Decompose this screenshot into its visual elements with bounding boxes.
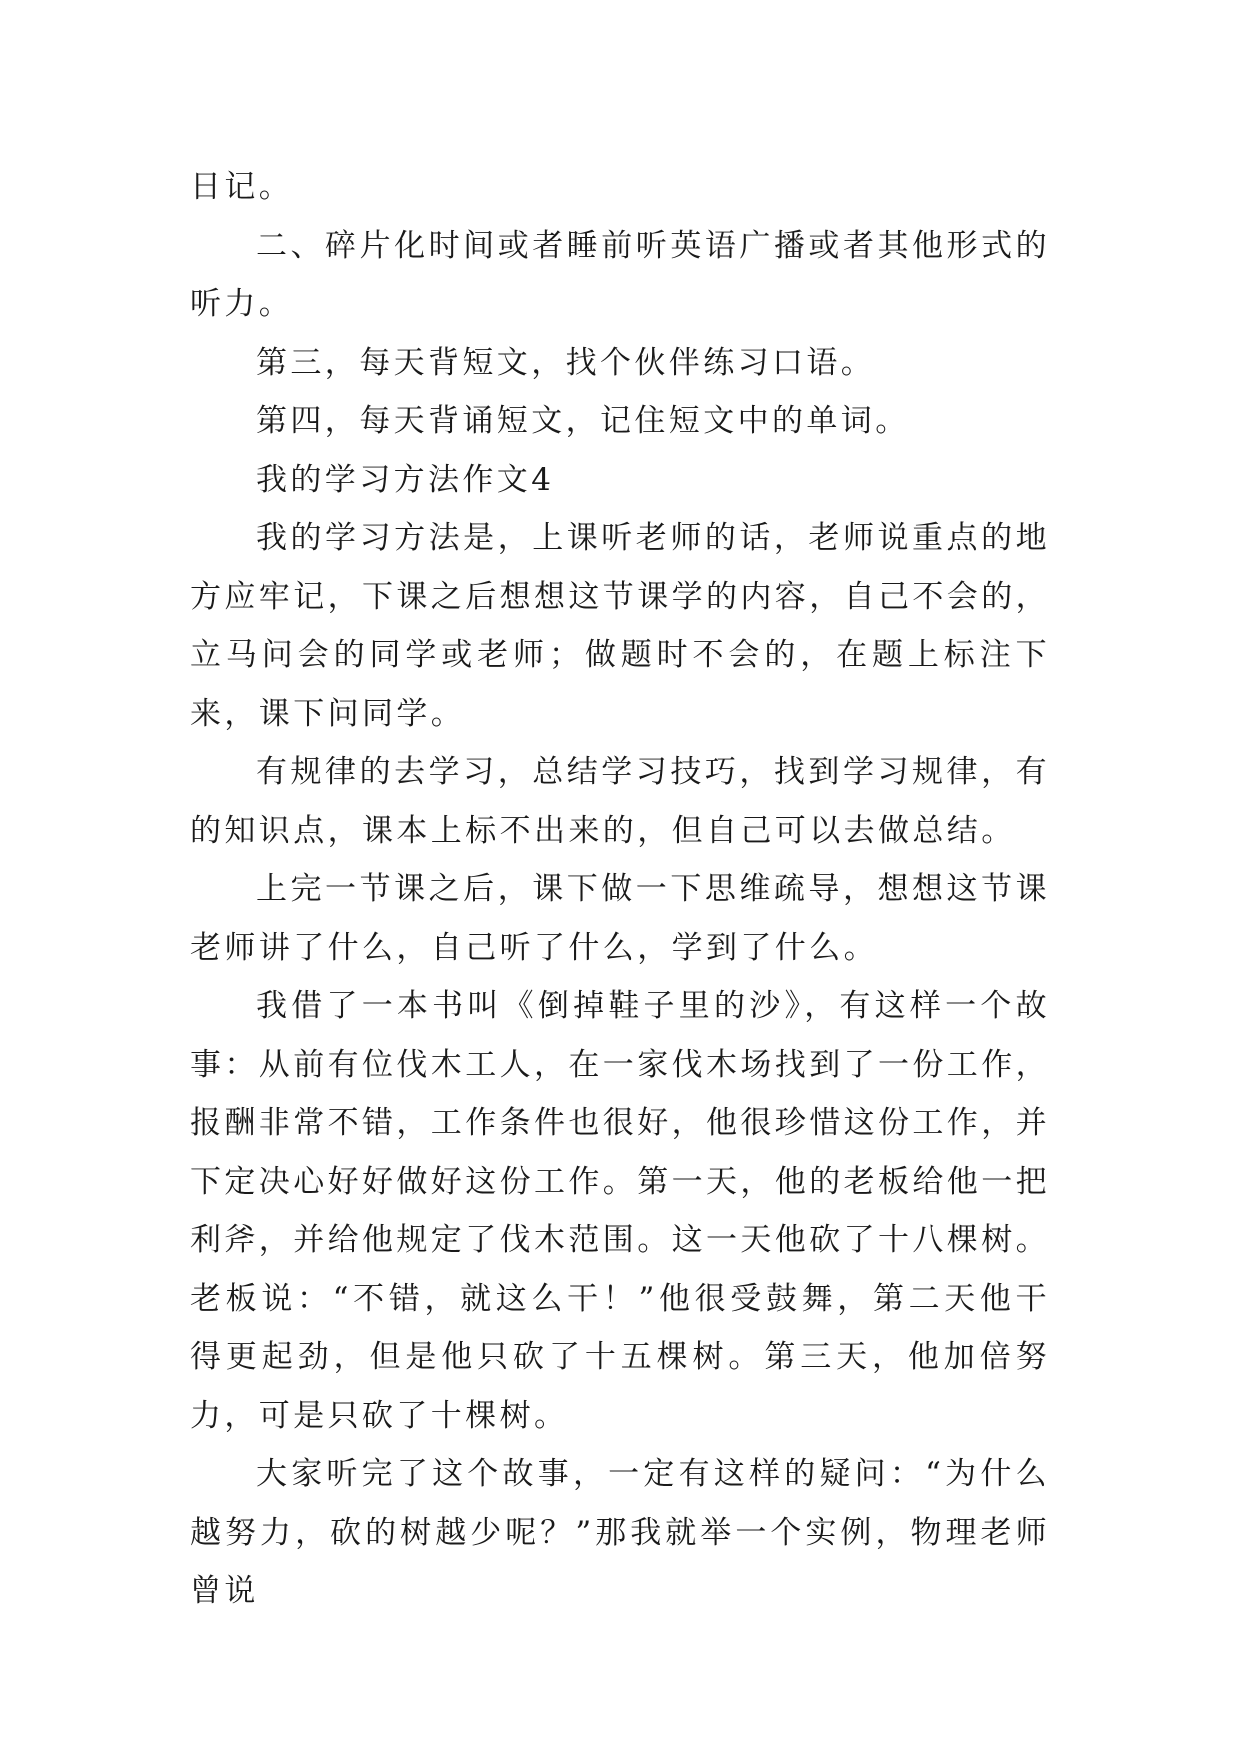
paragraph-regular-study: 有规律的去学习，总结学习技巧，找到学习规律，有的知识点，课本上标不出来的，但自己可以去做总结。 xyxy=(190,754,1050,849)
section-heading: 我的学习方法作文4 xyxy=(256,461,555,498)
paragraph-after-class: 上完一节课之后，课下做一下思维疏导，想想这节课老师讲了什么，自己听了什么，学到了什么。 xyxy=(190,871,1050,966)
paragraph-step-four: 第四，每天背诵短文，记住短文中的单词。 xyxy=(256,403,910,439)
paragraph-continuation: 日记。 xyxy=(190,169,294,205)
paragraph-question: 大家听完了这个故事，一定有这样的疑问：“为什么越努力，砍的树越少呢？”那我就举一个实例，物理老师曾说 xyxy=(190,1456,1050,1609)
paragraph-method: 我的学习方法是，上课听老师的话，老师说重点的地方应牢记，下课之后想想这节课学的内容，自己不会的，立马问会的同学或老师；做题时不会的，在题上标注下来，课下问同学。 xyxy=(190,520,1050,732)
body-text xyxy=(190,158,1050,1621)
paragraph-listening: 二、碎片化时间或者睡前听英语广播或者其他形式的听力。 xyxy=(190,227,1050,322)
paragraph-step-three: 第三，每天背短文，找个伙伴练习口语。 xyxy=(256,344,876,381)
paragraph-story: 我借了一本书叫《倒掉鞋子里的沙》，有这样一个故事：从前有位伐木工人，在一家伐木场找到了一份工作，报酬非常不错，工作条件也很好，他很珍惜这份工作，并下定决心好好做好这份工作。第一天，他的老板给他一把利斧，并给他规定了伐木范围。这一天他砍了十八棵树。老板说：“不错，就这么干！”他很受鼓舞，第二天他干得更起劲，但是他只砍了十五棵树。第三天，他加倍努力，可是只砍了十棵树。 xyxy=(190,988,1050,1434)
